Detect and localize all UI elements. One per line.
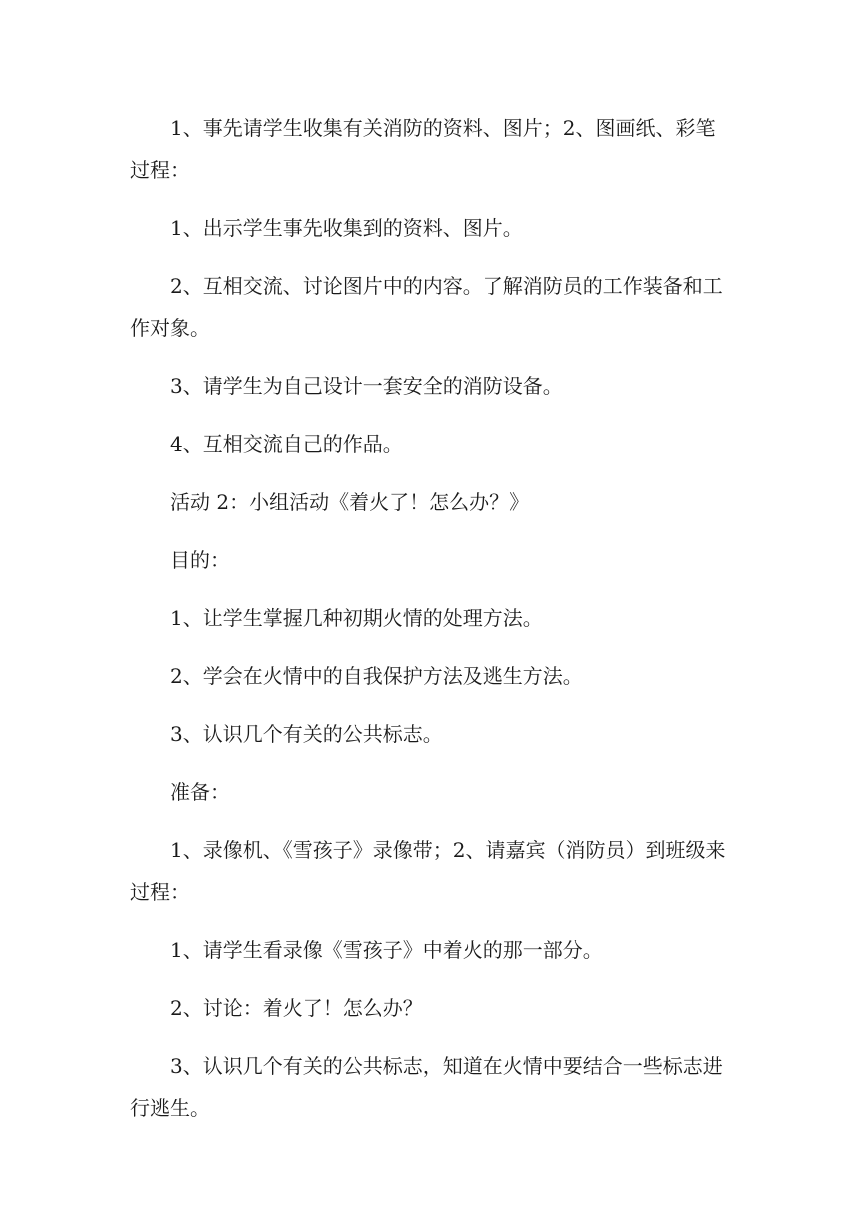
paragraph: 3、认识几个有关的公共标志。	[170, 722, 443, 746]
document-body	[130, 107, 730, 1145]
paragraph: 目的：	[170, 548, 230, 572]
paragraph: 3、请学生为自己设计一套安全的消防设备。	[170, 374, 563, 398]
paragraph: 3、认识几个有关的公共标志，知道在火情中要结合一些标志进行逃生。	[130, 1054, 723, 1120]
paragraph: 1、请学生看录像《雪孩子》中着火的那一部分。	[170, 938, 603, 962]
paragraph: 1、录像机、《雪孩子》录像带；2、请嘉宾（消防员）到班级来过程：	[130, 838, 726, 904]
paragraph: 1、事先请学生收集有关消防的资料、图片；2、图画纸、彩笔过程：	[130, 116, 716, 182]
paragraph: 2、讨论：着火了！怎么办？	[170, 996, 423, 1020]
paragraph: 活动 2：小组活动《着火了！怎么办？》	[170, 490, 530, 514]
paragraph: 准备：	[170, 780, 230, 804]
paragraph: 2、学会在火情中的自我保护方法及逃生方法。	[170, 664, 583, 688]
paragraph: 1、让学生掌握几种初期火情的处理方法。	[170, 606, 543, 630]
paragraph: 1、出示学生事先收集到的资料、图片。	[170, 216, 523, 240]
paragraph: 4、互相交流自己的作品。	[170, 432, 403, 456]
paragraph: 2、互相交流、讨论图片中的内容。了解消防员的工作装备和工作对象。	[130, 274, 723, 340]
